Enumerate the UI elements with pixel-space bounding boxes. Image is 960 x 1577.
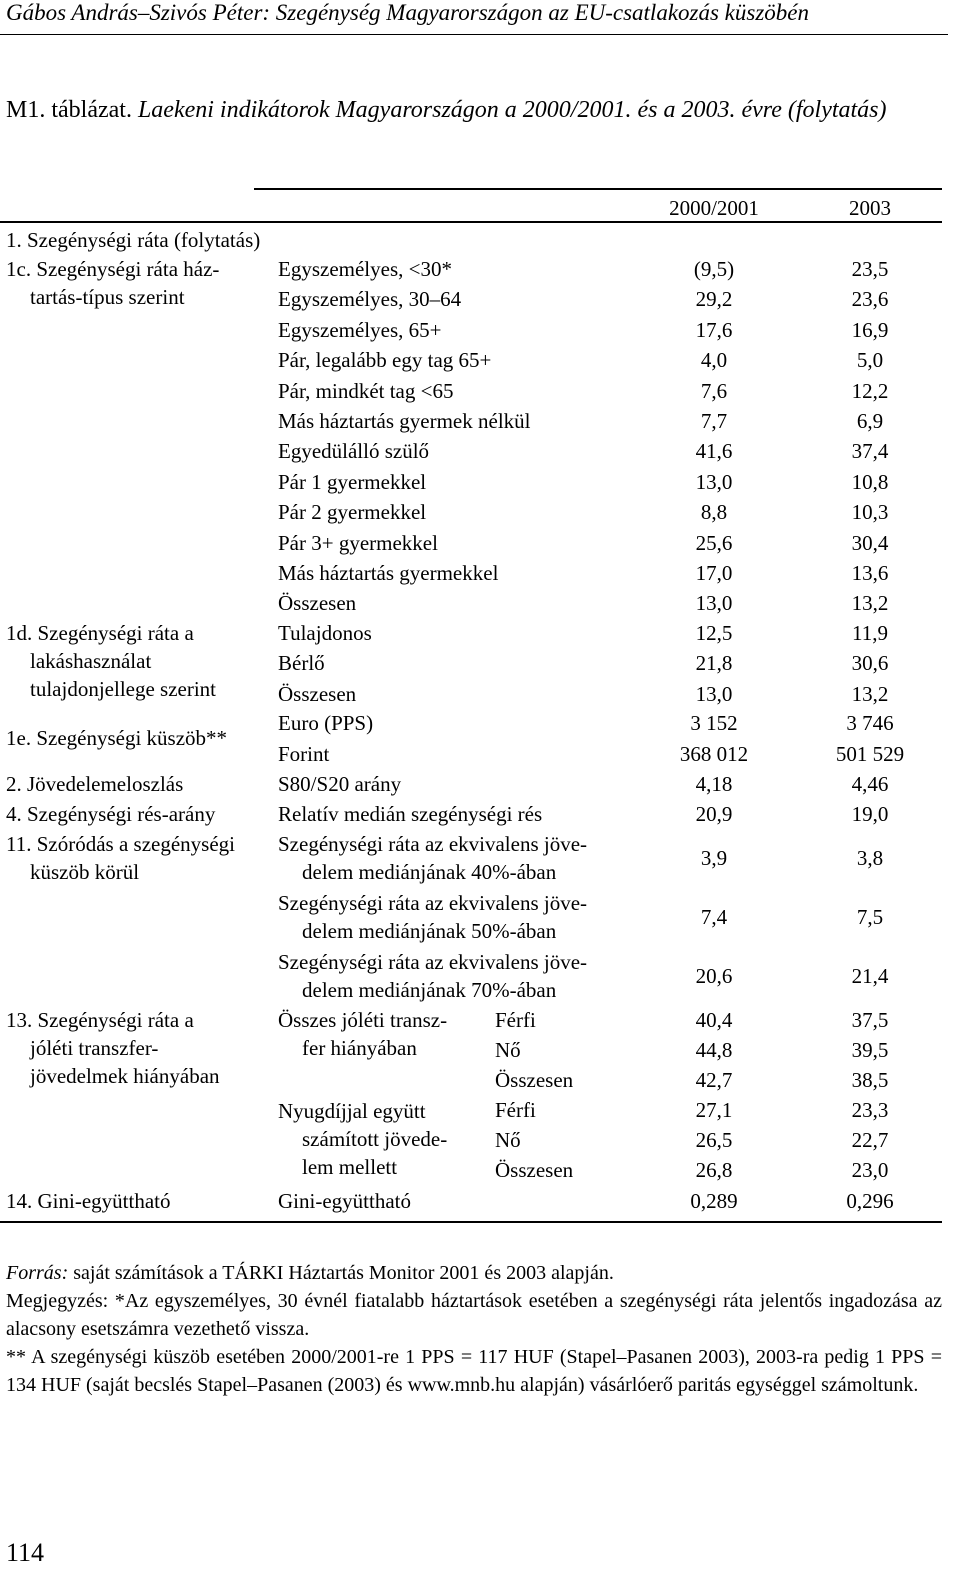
row-label-continued: delem mediánjának 70%-ában	[302, 978, 557, 1002]
table-title	[6, 94, 887, 126]
value-2000-2001: 17,6	[695, 317, 733, 342]
source-text: saját számítások a TÁRKI Háztartás Monitor 2001 és 2003 alapján.	[68, 1262, 614, 1284]
group-b-label-2: számított jövede-	[302, 1127, 448, 1151]
value-2003: 22,7	[851, 1128, 889, 1152]
section-1d-label-2: lakáshasználat	[30, 649, 152, 673]
value-2000-2001: 21,8	[695, 651, 733, 676]
row-label: Pár 3+ gyermekkel	[278, 530, 438, 555]
row-label: Nő	[495, 1038, 521, 1062]
row-label: Euro (PPS)	[278, 711, 374, 735]
section-4-label: 4. Szegénységi rés-arány	[6, 802, 216, 826]
row-label: S80/S20 arány	[278, 772, 402, 796]
value-2003: 13,6	[851, 561, 889, 585]
value-2000-2001: (9,5)	[693, 257, 735, 281]
value-2003: 39,5	[851, 1038, 889, 1062]
value-2003: 21,4	[851, 964, 889, 988]
value-2000-2001: 42,7	[695, 1068, 733, 1092]
row-label: Pár 1 gyermekkel	[278, 469, 427, 494]
value-2000-2001: 368 012	[679, 741, 749, 766]
value-2003: 7,5	[856, 905, 884, 929]
table-top-rule	[254, 188, 942, 190]
value-2003: 37,4	[851, 439, 889, 464]
section-13-label: 13. Szegénységi ráta a	[6, 1008, 194, 1032]
value-2000-2001: 20,6	[695, 964, 733, 988]
header-bottom-rule	[0, 221, 942, 223]
table-title-text: Laekeni indikátorok Magyarországon a 2000/2001. és a 2003. évre (folytatás)	[137, 97, 887, 123]
section-11-label-2: küszöb körül	[30, 860, 140, 884]
value-2000-2001: 17,0	[695, 561, 733, 585]
value-2000-2001: 7,6	[700, 378, 728, 403]
value-2003: 30,6	[851, 651, 889, 676]
row-label: Szegénységi ráta az ekvivalens jöve-	[278, 950, 588, 974]
value-2003: 16,9	[851, 317, 889, 342]
value-2000-2001: 12,5	[695, 621, 733, 645]
value-2003: 0,296	[846, 1189, 894, 1213]
col-header-2000-2001: 2000/2001	[669, 196, 759, 220]
value-2000-2001: 44,8	[695, 1038, 733, 1062]
value-2003: 4,46	[851, 772, 889, 796]
value-2000-2001: 26,8	[695, 1158, 733, 1182]
row-label: Összesen	[495, 1158, 574, 1182]
value-2003: 23,5	[851, 257, 889, 281]
value-2000-2001: 7,7	[700, 409, 728, 433]
value-2000-2001: 0,289	[690, 1189, 738, 1213]
section-11-label: 11. Szóródás a szegénységi	[6, 832, 235, 856]
value-2000-2001: 25,6	[695, 530, 733, 555]
row-label: Egyedülálló szülő	[278, 439, 430, 464]
row-label: Egyszemélyes, <30*	[278, 257, 452, 281]
row-label: Pár, legalább egy tag 65+	[278, 348, 492, 373]
value-2003: 37,5	[851, 1008, 889, 1032]
row-label: Egyszemélyes, 30–64	[278, 287, 462, 312]
value-2000-2001: 40,4	[695, 1008, 733, 1032]
row-label: Összesen	[278, 681, 357, 706]
value-2003: 3 746	[846, 711, 894, 735]
value-2000-2001: 7,4	[700, 905, 728, 929]
row-label: Nő	[495, 1128, 521, 1152]
source-label: Forrás:	[6, 1262, 69, 1284]
value-2000-2001: 26,5	[695, 1128, 733, 1152]
value-2003: 12,2	[851, 378, 889, 403]
header-rule	[0, 34, 948, 35]
section-2-label: 2. Jövedelemeloszlás	[6, 772, 184, 796]
group-b-label: Nyugdíjjal együtt	[278, 1099, 426, 1123]
value-2003: 6,9	[856, 409, 884, 433]
running-header: Gábos András–Szivós Péter: Szegénység Magyarországon az EU-csatlakozás küszöbén	[6, 0, 810, 25]
group-a-label-2: fer hiányában	[302, 1036, 417, 1060]
group-a-label: Összes jóléti transz-	[278, 1008, 448, 1032]
row-label: Férfi	[495, 1098, 536, 1122]
source-note	[6, 1259, 942, 1287]
value-2003: 23,0	[851, 1158, 889, 1182]
value-2000-2001: 29,2	[695, 287, 733, 312]
value-2003: 38,5	[851, 1068, 889, 1092]
section-1c-label-2: tartás-típus szerint	[30, 285, 185, 309]
value-2000-2001: 4,18	[695, 772, 733, 796]
value-2000-2001: 8,8	[700, 500, 728, 525]
note-2: ** A szegénységi küszöb esetében 2000/2001-re 1 PPS = 117 HUF (Stapel–Pasanen 2003), 2003-ra pedig 1 PPS = 134 HUF (saját becslés Stapel–Pasanen (2003) és www.mnb.hu alapján) vásárlóerő paritás egységgel számoltunk.	[6, 1346, 942, 1396]
value-2000-2001: 13,0	[695, 591, 733, 616]
value-2003: 30,4	[851, 530, 889, 555]
row-label: Összesen	[278, 591, 357, 616]
table-bottom-rule	[0, 1221, 942, 1223]
row-label: Összesen	[495, 1068, 574, 1092]
row-label-continued: delem mediánjának 50%-ában	[302, 919, 557, 943]
row-label: Szegénységi ráta az ekvivalens jöve-	[278, 891, 588, 915]
value-2003: 19,0	[851, 802, 889, 826]
value-2003: 23,6	[851, 287, 889, 312]
value-2003: 10,3	[851, 500, 889, 525]
value-2003: 13,2	[851, 681, 889, 706]
page-number: 114	[6, 1538, 45, 1567]
group-b-label-3: lem mellett	[302, 1155, 398, 1179]
section-13-label-2: jóléti transzfer-	[30, 1036, 159, 1060]
value-2000-2001: 41,6	[695, 439, 733, 464]
row-label: Gini-együttható	[278, 1189, 411, 1213]
value-2003: 501 529	[835, 741, 905, 766]
row-label: Egyszemélyes, 65+	[278, 317, 442, 342]
value-2000-2001: 20,9	[695, 802, 733, 826]
row-label: Pár 2 gyermekkel	[278, 500, 427, 525]
section-1-label: 1. Szegénységi ráta (folytatás)	[6, 228, 261, 252]
value-2003: 11,9	[852, 621, 888, 645]
table-title-prefix: M1. táblázat.	[6, 97, 132, 123]
value-2003: 10,8	[851, 469, 889, 494]
col-header-2003: 2003	[849, 196, 891, 220]
section-14-label: 14. Gini-együttható	[6, 1189, 171, 1213]
row-label: Relatív medián szegénységi rés	[278, 802, 543, 826]
value-2003: 23,3	[851, 1098, 889, 1122]
value-2003: 3,8	[856, 846, 884, 870]
row-label: Tulajdonos	[278, 621, 372, 645]
row-label: Más háztartás gyermek nélkül	[278, 409, 531, 433]
value-2003: 13,2	[851, 591, 889, 616]
footnotes	[6, 1259, 942, 1399]
section-1e-label: 1e. Szegénységi küszöb**	[6, 726, 228, 750]
row-label-continued: delem mediánjának 40%-ában	[302, 860, 557, 884]
value-2000-2001: 4,0	[700, 348, 728, 373]
section-1c-label: 1c. Szegénységi ráta ház-	[6, 257, 220, 281]
row-label: Férfi	[495, 1008, 536, 1032]
value-2000-2001: 3,9	[700, 846, 728, 870]
section-1d-label: 1d. Szegénységi ráta a	[6, 621, 194, 645]
row-label: Szegénységi ráta az ekvivalens jöve-	[278, 832, 588, 856]
section-13-label-3: jövedelmek hiányában	[30, 1064, 220, 1088]
value-2000-2001: 13,0	[695, 469, 733, 494]
value-2000-2001: 13,0	[695, 681, 733, 706]
section-1d-label-3: tulajdonjellege szerint	[30, 677, 217, 701]
value-2000-2001: 3 152	[690, 711, 738, 735]
row-label: Bérlő	[278, 651, 325, 676]
value-2000-2001: 27,1	[695, 1098, 733, 1122]
value-2003: 5,0	[856, 348, 884, 373]
row-label: Pár, mindkét tag <65	[278, 378, 454, 403]
note-1: Megjegyzés: *Az egyszemélyes, 30 évnél fiatalabb háztartások esetében a szegénységi ráta jelentős ingadozása az alacsony esetszámra vezethető vissza.	[6, 1290, 942, 1340]
row-label: Más háztartás gyermekkel	[278, 561, 499, 585]
row-label: Forint	[278, 741, 330, 766]
